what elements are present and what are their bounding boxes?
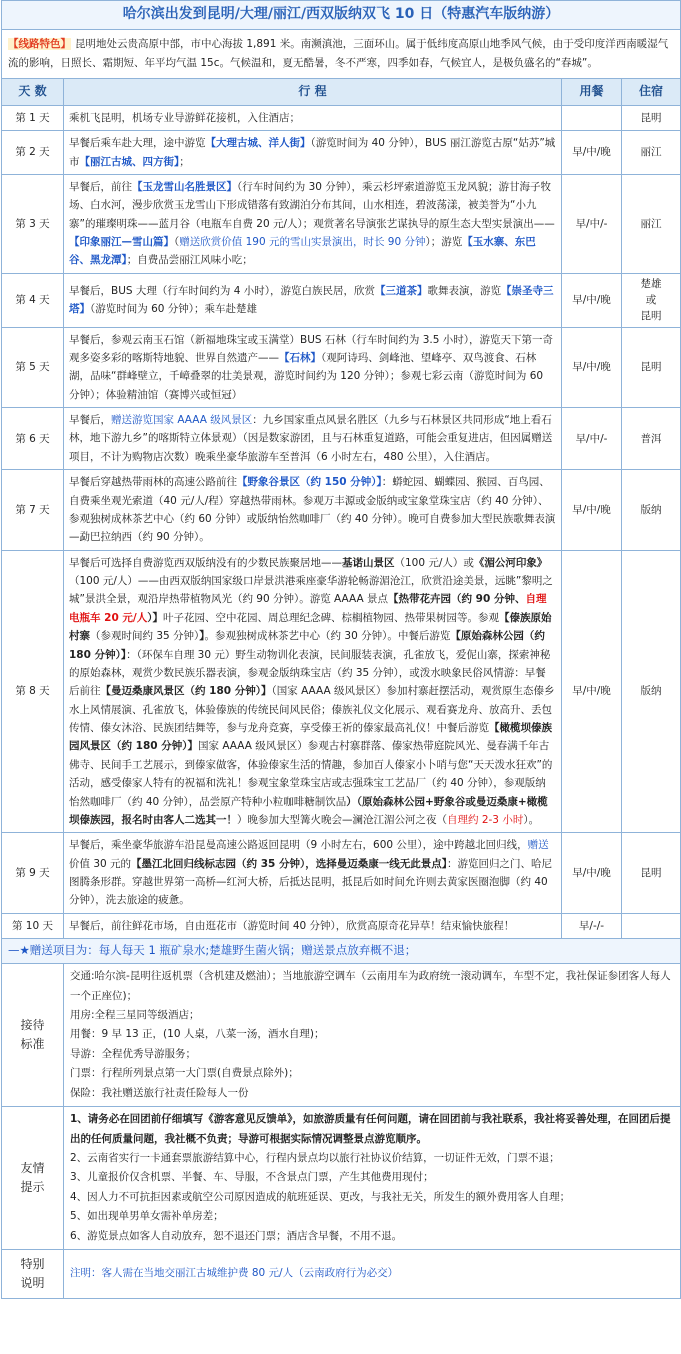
tip-line: 5、如出现单男单女需补单房差； — [70, 1210, 224, 1223]
day-itinerary — [64, 327, 562, 408]
itinerary-text: ：蟒蛇园、蝴蝶园、猴园、百鸟园、自费乘坐观光索道（40 元/人/程）穿越热带雨林。参观万丰源或金版纳或宝象堂珠宝店（约 40 分钟）、参观独树成林茶艺中心（约 60 分钟）或版纳怡然咖啡厂（约 40 分钟）。晚可自费参加大型民族歌舞表演—勐巴拉纳西（约 90 分钟）。 — [69, 476, 556, 544]
day-meal: 早/中/晚 — [562, 327, 622, 408]
itinerary-text: 。参观独树成林茶艺中心（约 30 分钟）。中餐后游览 — [204, 630, 451, 643]
itinerary-text: （100 元/人）——由西双版纳国家级口岸景洪港乘座豪华游轮畅游湄沧江，欣赏沿途美景，远眺”黎明之城”景洪全景，观沿岸热带植物风光（约 90 分钟）。游览 AAAA 景点 — [69, 575, 553, 606]
header-day: 天 数 — [2, 78, 64, 105]
itinerary-text: ）晚参加大型篝火晚会—澜沧江湄公河之夜（ — [237, 813, 447, 826]
itinerary-text: 早餐后，BUS 大理（行车时间约为 4 小时），游览白族民居，欣赏 — [69, 284, 375, 297]
itinerary-text: 【玉龙雪山名胜景区】 — [132, 180, 237, 193]
itinerary-text: 早餐后， — [69, 414, 111, 427]
day-meal: 早/中/- — [562, 174, 622, 273]
itinerary-text: 赠送游览国家 AAAA 级风景区 — [111, 414, 253, 427]
itinerary-text: ）；游览 — [425, 236, 463, 249]
route-feature — [2, 30, 681, 79]
itinerary-text: ：游览回归之门、哈尼图腾条形群。穿越世界第一高桥—红河大桥，后抵达昆明，抵昆后如时间允许则去黄家医圈泡脚（约 40 分钟），洗去旅途的疲惫。 — [69, 857, 552, 907]
itinerary-text: ）。 — [523, 813, 540, 826]
itinerary-text: 赠送欣赏价值 190 元的雪山实景演出，时长 90 分钟 — [179, 236, 426, 249]
day-meal: 早/-/- — [562, 913, 622, 938]
day-stay: 昆明 — [622, 833, 681, 914]
itinerary-text: 早餐后穿越热带雨林的高速公路前往 — [69, 476, 237, 489]
itinerary-text: 歌舞表演，游览 — [427, 284, 501, 297]
day-row — [2, 913, 681, 938]
day-row — [2, 408, 681, 470]
day-row — [2, 833, 681, 914]
page-title: 哈尔滨出发到昆明/大理/丽江/西双版纳双飞 10 日（特惠汽车版纳游） — [2, 1, 681, 30]
day-itinerary — [64, 833, 562, 914]
header-itinerary: 行 程 — [64, 78, 562, 105]
itinerary-text: ）】 — [147, 611, 164, 624]
day-number: 第 6 天 — [2, 408, 64, 470]
itinerary-text: （游览时间为 40 分钟），BUS 丽江游览古原“姑苏”城市 — [69, 137, 556, 168]
itinerary-text: 价值 30 元的 — [69, 857, 132, 870]
service-line: 交通:哈尔滨-昆明往返机票（含机建及燃油）；当地旅游空调车（云南用车为政府统一滚动调车，车型不定，我社保证参团客人每人一个正座位)； — [70, 970, 671, 1002]
itinerary-text: （观阿诗玛、剑峰池、望峰亭、双鸟渡食、石林湖，品味“群峰壁立，千嶂叠翠的壮美景观，游览时间约为 120 分钟）；参观七彩云南（游览时间为 60 分钟）；体验精油馆（赛博兴或恒冠） — [69, 351, 544, 401]
day-row — [2, 105, 681, 130]
day-row — [2, 550, 681, 833]
day-number: 第 2 天 — [2, 131, 64, 175]
tip-line: 6、游览景点如客人自动放弃，恕不退还门票；酒店含早餐，不用不退。 — [70, 1229, 403, 1242]
day-meal: 早/中/晚 — [562, 273, 622, 327]
itinerary-text: 【热带花卉园（约 90 分钟、 — [388, 593, 526, 606]
day-itinerary — [64, 131, 562, 175]
itinerary-document — [1, 0, 680, 1299]
itinerary-text: （行车时间约为 30 分钟），乘云杉坪索道游览玉龙风貌；游甘海子牧场、白水河，漫步欣赏玉龙雪山下形成错落有致湖泊分布其间，山水相连，碧波荡漾，被美誉为“小九寨”的璀璨明珠——蓝月谷（电瓶车自费 20 元/人）；观赏著名导演张艺谋执导的原生态大型实景演出—— — [69, 180, 555, 230]
itinerary-text: 【墨江北回归线标志园（约 35 分钟），选择曼迈桑康一线无此景点】 — [131, 857, 447, 870]
day-row — [2, 131, 681, 175]
day-row — [2, 174, 681, 273]
itinerary-table — [1, 0, 681, 1299]
itinerary-text: 【石林】 — [279, 351, 321, 364]
itinerary-text: ：（环保车自理 30 元）野生动物训化表演，民间服装表演，孔雀放飞，爱伲山寨，探索神秘的原始森林，观赏少数民族乐器表演，参观金版纳珠宝店（约 35 分钟），或泼水映象民俗风情游：早餐后前往 — [69, 648, 551, 698]
header-stay: 住宿 — [622, 78, 681, 105]
special-label: 特别 说明 — [2, 1250, 64, 1299]
itinerary-text: 早餐后可选择自费游览西双版纳没有的少数民族聚居地—— — [69, 556, 342, 569]
day-itinerary — [64, 470, 562, 551]
service-standard — [64, 964, 681, 1107]
itinerary-text: （ — [174, 236, 180, 249]
friendly-tips — [64, 1107, 681, 1250]
itinerary-text: 【印象丽江—雪山篇】 — [69, 236, 174, 249]
itinerary-text: 《湄公河印象》 — [473, 556, 548, 569]
service-line: 导游：全程优秀导游服务； — [70, 1047, 196, 1060]
header-meal: 用餐 — [562, 78, 622, 105]
itinerary-text: （100 元/人）或 — [394, 556, 474, 569]
day-itinerary — [64, 408, 562, 470]
day-itinerary — [64, 174, 562, 273]
tip-line: 2、云南省实行一卡通套票旅游结算中心，行程内景点均以旅行社协议价结算，一切证件无效，门票不退； — [70, 1152, 560, 1164]
tip-line: 4、因人力不可抗拒因素或航空公司原因造成的航班延误、更改，与我社无关，所发生的额外费用客人自理； — [70, 1190, 571, 1203]
itinerary-text: 【崇圣寺三塔】 — [69, 284, 554, 316]
day-stay: 普洱 — [622, 408, 681, 470]
day-row — [2, 327, 681, 408]
day-meal: 早/中/- — [562, 408, 622, 470]
route-feature-tag: 【线路特色】 — [8, 38, 71, 50]
service-line: 用房:全程三星同等级酒店； — [70, 1009, 200, 1022]
tips-label: 友情 提示 — [2, 1107, 64, 1250]
itinerary-text: 早餐后，乘坐豪华旅游车沿昆曼高速公路返回昆明（9 小时左右，600 公里），途中跨越北回归线， — [69, 839, 528, 852]
day-stay: 丽江 — [622, 174, 681, 273]
service-line: 门票：行程所列景点第一大门票(自费景点除外)； — [70, 1067, 299, 1080]
day-row — [2, 273, 681, 327]
itinerary-text: 国家 AAAA 级风景区）参观古村寨群落、傣家热带庭院风光、曼春满千年古佛寺、民间手工艺展示，到傣家做客，体验傣家生活的情趣，参加百人傣家小卜哨与您“天天泼水狂欢”的活动，感受傣家人特有的祝福和洗礼！参观宝象堂珠宝店或志强珠宝工艺品厂（约 40 分钟），参观版纳怡然咖啡厂（约 40 分钟），品尝原产特种小粒咖啡糖制饮品 — [69, 740, 553, 808]
day-meal: 早/中/晚 — [562, 470, 622, 551]
tip-line: 1、请务必在回团前仔细填写《游客意见反馈单》，如旅游质量有任何问题，请在回团前与我社联系，我社将妥善处理，在回团后提出的任何质量问题，我社概不负责；导游可根据实际情况调整景点游览顺序。 — [70, 1113, 671, 1145]
special-note: 注明：客人需在当地交丽江古城维护费 80 元/人（云南政府行为必交） — [64, 1250, 681, 1299]
day-meal: 早/中/晚 — [562, 550, 622, 833]
itinerary-text: 早餐后，前往 — [69, 180, 132, 193]
table-header-row — [2, 78, 681, 105]
tip-line: 3、儿童报价仅含机票、半餐、车、导服，不含景点门票，产生其他费用现付； — [70, 1171, 434, 1184]
itinerary-text: 乘机飞昆明，机场专业导游鲜花接机，入住酒店； — [69, 111, 300, 124]
day-itinerary — [64, 913, 562, 938]
itinerary-text: 【野象谷景区（约 150 分钟）】 — [237, 476, 382, 489]
day-number: 第 5 天 — [2, 327, 64, 408]
day-row — [2, 470, 681, 551]
itinerary-text: ：九乡国家重点风景名胜区（九乡与石林景区共同形成“地上看石林，地下游九乡”的喀斯特立体景观）（因是数家游团，且与石林重复道路，可能会重复进店，但因属赠送项目，不计为购物店次数）晚乘坐豪华旅游车至普洱（6 小时左右，480 公里），入住酒店。 — [69, 414, 553, 463]
itinerary-text: 早餐后，前往鲜花市场，自由逛花市（游览时间 40 分钟），欣赏高原奇花异草！结束愉快旅程！ — [69, 919, 515, 932]
itinerary-text: （参观时间约 35 分钟） — [90, 630, 200, 643]
day-rows — [2, 105, 681, 938]
itinerary-text: （国家 AAAA 级风景区）参加村寨赶摆活动，观赏原生态傣乡水上风情展演、孔雀放飞，体验傣族的传统民间风民俗；傣族礼仪文化展示、观看赛龙舟、放高升、丢包传情、傣女沐浴、民族团结舞等，参与龙舟竞赛，享受傣王祈的傣家最高礼仪！中餐后游览 — [69, 685, 555, 735]
day-stay: 丽江 — [622, 131, 681, 175]
day-number: 第 8 天 — [2, 550, 64, 833]
itinerary-text: 【玉水寨、东巴谷、黑龙潭】 — [69, 236, 536, 267]
itinerary-text: 【三道茶】 — [375, 284, 428, 297]
itinerary-text: 早餐后乘车赴大理，途中游览 — [69, 137, 206, 150]
itinerary-text: 赠送 — [527, 839, 549, 852]
itinerary-text: 自理约 2-3 小时 — [447, 813, 524, 826]
itinerary-text: 早餐后，参观云南玉石馆（新福地珠宝或玉满堂）BUS 石林（行车时间约为 3.5 小时），游览天下第一奇观多姿多彩的喀斯特地貌、世界自然遗产—— — [69, 333, 554, 364]
itinerary-text: 】 — [199, 630, 205, 643]
day-meal: 早/中/晚 — [562, 833, 622, 914]
service-line: 用餐：9 早 13 正，(10 人桌，八菜一汤，酒水自理)； — [70, 1028, 325, 1041]
day-stay: 昆明 — [622, 105, 681, 130]
day-number: 第 9 天 — [2, 833, 64, 914]
day-itinerary — [64, 550, 562, 833]
service-label: 接待 标准 — [2, 964, 64, 1107]
itinerary-text: ）（原始森林公园+野象谷或曼迈桑康+橄榄坝傣族园，报名时由客人二选其一！ — [69, 795, 548, 826]
day-stay: 楚雄 或 昆明 — [622, 273, 681, 327]
day-number: 第 1 天 — [2, 105, 64, 130]
day-stay: 版纳 — [622, 550, 681, 833]
day-stay: 昆明 — [622, 327, 681, 408]
day-meal — [562, 105, 622, 130]
itinerary-text: 叶子花园、空中花园、周总理纪念碑、棕榈植物园、热带果树园等。参观 — [163, 611, 500, 624]
itinerary-text: 【曼迈桑康风景区（约 180 分钟）】 — [100, 685, 272, 698]
itinerary-text: 【傣族原始村寨 — [69, 611, 552, 643]
day-number: 第 10 天 — [2, 913, 64, 938]
day-meal: 早/中/晚 — [562, 131, 622, 175]
itinerary-text: 【丽江古城、四方街】 — [79, 155, 180, 168]
day-itinerary — [64, 273, 562, 327]
day-stay: 版纳 — [622, 470, 681, 551]
day-itinerary — [64, 105, 562, 130]
itinerary-text: 【大理古城、洋人街】 — [205, 137, 311, 150]
route-feature-text: 昆明地处云贵高原中部，市中心海拔 1,891 米。南濒滇池，三面环山。属于低纬度高原山地季风气候，由于受印度洋西南暖湿气流的影响，日照长、霜期短、年平均气温 15c。气候温和，夏无酷暑，冬不严寒，四季如春，气候宜人，是极负盛名的“春城”。 — [8, 38, 669, 69]
itinerary-text: 自理电瓶车 20 元/人 — [69, 593, 547, 624]
day-number: 第 3 天 — [2, 174, 64, 273]
gift-items: —★赠送项目为：每人每天 1 瓶矿泉水;楚雄野生菌火锅；赠送景点放弃概不退； — [2, 939, 681, 964]
day-number: 第 7 天 — [2, 470, 64, 551]
service-line: 保险：我社赠送旅行社责任险每人一份 — [70, 1086, 249, 1099]
day-number: 第 4 天 — [2, 273, 64, 327]
itinerary-text: （游览时间为 60 分钟）；乘车赴楚雄 — [90, 303, 258, 316]
itinerary-text: 基诺山景区 — [342, 556, 395, 569]
itinerary-text: 【橄榄坝傣族园风景区（约 180 分钟）】 — [69, 722, 552, 753]
itinerary-text: 【原始森林公园（约 180 分钟）】 — [69, 630, 545, 661]
itinerary-text: ； — [179, 155, 190, 168]
day-stay — [622, 913, 681, 938]
itinerary-text: ；自费品尝丽江风味小吃； — [126, 254, 253, 267]
